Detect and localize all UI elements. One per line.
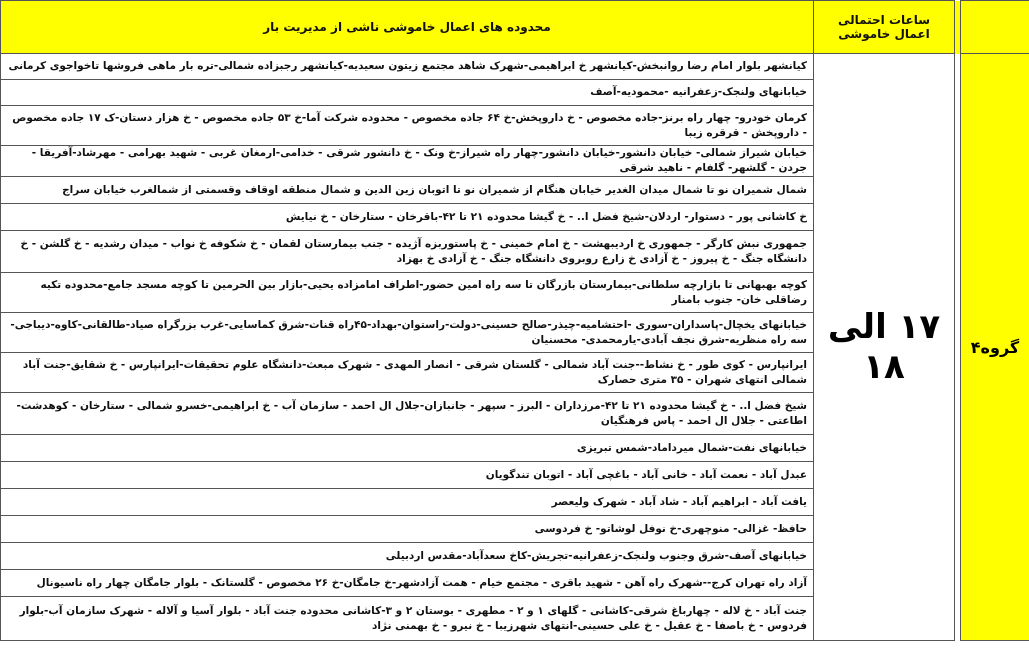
area-cell: شیخ فضل ا.. - خ گیشا محدوده ۲۱ تا ۴۲-مرزداران - البرز - سپهر - جانبازان-جلال ال احمد - سازمان آب - خ ابراهیمی-خسرو شمالی - ستارخان - کوهدشت-اطاعتی - جلال ال احمد - پاس فرهنگیان xyxy=(1,393,814,435)
time-range: ۱۷ الی ۱۸ xyxy=(814,54,955,641)
area-cell: آزاد راه تهران کرج--شهرک راه آهن - شهید باقری - مجتمع خیام - همت آزادشهر-خ جامگان-خ ۲۶ مخصوص - گلستانک - بلوار جامگان چهار راه ناسیونال xyxy=(1,570,814,597)
area-cell: کرمان خودرو- چهار راه برنز-جاده مخصوص - خ داروپخش-خ ۶۴ جاده مخصوص - محدوده شرکت آما-خ ۵۳ جاده مخصوص - خ هزار دستان-ک ۱۷ جاده مخصوص - داروپخش - قرقره زیبا xyxy=(1,106,814,146)
group-column-header xyxy=(961,1,1029,54)
group-label: گروه۴ xyxy=(961,54,1029,641)
area-row xyxy=(1,54,1029,80)
header-row xyxy=(1,1,1029,54)
area-cell: خیابانهای ولنجک-زعفرانیه -محمودیه-آصف xyxy=(1,80,814,106)
area-cell: عبدل آباد - نعمت آباد - خانی آباد - باغچی آباد - اتوبان تندگویان xyxy=(1,462,814,489)
area-cell: ایرانپارس - کوی طور - خ نشاط--جنت آباد شمالی - گلستان شرقی - انصار المهدی - شهرک مبعث-دانشگاه علوم تحقیقات-ایرانپارس - خ شقایق-جنت آباد شمالی انتهای شهران - ۳۵ متری حصارک xyxy=(1,353,814,393)
area-cell: یافت آباد - ابراهیم آباد - شاد آباد - شهرک ولیعصر xyxy=(1,489,814,516)
area-cell: خیابانهای نفت-شمال میرداماد-شمس تبریزی xyxy=(1,435,814,462)
area-cell: خیابان شیراز شمالی- خیابان دانشور-خیابان دانشور-چهار راه شیراز-خ ونک - خ دانشور شرقی - خدامی-ارمغان غربی - شهید بهرامی - مهرشاد-آفریقا - جردن - گلشهر- گلفام - ناهید شرقی xyxy=(1,146,814,177)
area-cell: جمهوری نبش کارگر - جمهوری خ اردیبهشت - خ امام خمینی - خ پاستوربزه آژیده - جنب بیمارستان لقمان - خ شکوفه خ نواب - میدان رشدیه - خ گلشن - خ دانشگاه جنگ - خ پیروز - خ آزادی خ زارع روبروی دانشگاه جنگ - خ آزادی خ بهزاد xyxy=(1,231,814,273)
area-cell: کیانشهر بلوار امام رضا روانبخش-کیانشهر خ ابراهیمی-شهرک شاهد مجتمع زیتون سعیدیه-کیانشهر رجبزاده شمالی-تره بار ماهی فروشها تاخواجوی کرمانی xyxy=(1,54,814,80)
area-cell: کوچه بهبهانی تا بازارچه سلطانی-بیمارستان بازرگان تا سه راه امین حضور-اطراف امامزاده یحیی-بازار بین الحرمین تا کوچه مسجد جامع-محدوده تکیه رضاقلی خان- جنوب بامنار xyxy=(1,273,814,313)
area-cell: خیابانهای آصف-شرق وجنوب ولنجک-زعفرانیه-تجریش-کاخ سعدآباد-مقدس اردبیلی xyxy=(1,543,814,570)
time-column-header: ساعات احتمالی اعمال خاموشی xyxy=(814,1,955,54)
area-cell: خ کاشانی پور - دستوار- اردلان-شیخ فضل ا.. - خ گیشا محدوده ۲۱ تا ۴۲-باقرخان - ستارخان - خ نیایش xyxy=(1,204,814,231)
area-cell: جنت آباد - خ لاله - چهارباغ شرقی-کاشانی - گلهای ۱ و ۲ - مطهری - بوستان ۲ و ۳-کاشانی محدوده جنت آباد - بلوار آسیا و آلاله - شهرک سازمان آب-بلوار فردوس - خ باصفا - خ عقیل - خ علی حسینی-انتهای شهرزیبا - خ نیرو - خ بهمنی نژاد xyxy=(1,597,814,641)
header-gap xyxy=(955,1,961,54)
column-gap xyxy=(955,54,961,641)
area-cell: خیابانهای یخچال-پاسداران-سوری -احتشامیه-چیذر-صالح حسینی-دولت-راستوان-بهداد-۴۵راه قنات-شرق کماسایی-غرب بزرگراه صیاد-طالقانی-کاوه-دیباجی-سه راه منظریه-شرق نجف آبادی-یارمحمدی- محسنیان xyxy=(1,313,814,353)
area-cell: شمال شمیران نو تا شمال میدان الغدیر خیابان هنگام از شمیران نو تا اتوبان زین الدین و شمال منطقه اوقاف وقسمتی از شمالغرب خیابان سراج xyxy=(1,177,814,204)
area-column-header: محدوده های اعمال خاموشی ناشی از مدیریت بار xyxy=(1,1,814,54)
area-cell: حافظ- غزالی- منوچهری-خ نوفل لوشاتو- خ فردوسی xyxy=(1,516,814,543)
